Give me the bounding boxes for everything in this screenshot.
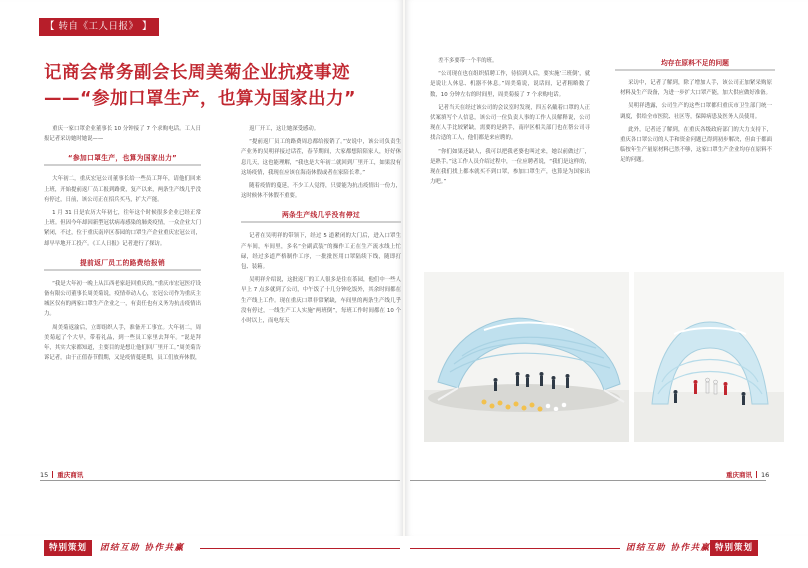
paragraph: 1 月 31 日是农历大年初七，往年这个时候很多企业已经正常上班。但因今年却因新型冠状病毒感染的肺炎疫情，一众企业大门紧闭，不过，位于重庆南岸区茶园的口罩生产企业重庆宏冠公司，却早早地开工投产。《工人日报》记者进行了探访。 <box>44 210 201 247</box>
paragraph: 记者在吴明祥的带领下，经过 5 道紧闭的大门后，进入口罩生产车间，车间里，多名“全副武装”的操作工正在生产流水线上忙碌，经过多道严格制作工序，一批批医用口罩陆续下线，随即打包、装箱。 <box>241 233 401 271</box>
paragraph: “提前返厂员工的路费周总都给报销了。”安说中，该公司负责生产业务的吴明祥接过话茬，春节期间，大家都想陪陪家人，好好休息几天，这也能理解，“我也是大年初二就回到厂里开工，如果没有这场疫情，我现在应该在海南休假或者在家陪长辈。” <box>241 139 401 176</box>
paragraph: 随着疫情的蔓延，不少工人觉得，只要能为抗击疫情出一份力，这时候休不休假不重要。 <box>241 183 401 200</box>
subheading-1: “参加口罩生产，也算为国家出力” <box>44 153 201 166</box>
paragraph: “你们如果还缺人，我可以把我老婆也叫过来，她以前做过厂，是熟手。”这工作人员介绍过程中，一位应聘者说，“我们是这样的，现在我们找上都本就买不到口罩，参加口罩生产，也算是为国家出力吧。” <box>430 148 590 186</box>
paragraph: 周美菊返渝后，立即组织人手，准备开工事宜。大年初二，周美菊起了个大早，带着礼品，到一些员工家里去拜年。“说是拜年，其实大家都知道，主要目的是想让他们回厂里开工。”周美菊告诉记者，由于正值春节假期，又是疫情蔓延期，员工们放弃休假， <box>44 324 201 362</box>
magazine-name: 重庆商讯 <box>57 471 84 479</box>
column-3 <box>430 56 590 256</box>
column-1 <box>44 124 201 464</box>
photo-mask-arch <box>424 272 629 442</box>
page-folio-left <box>40 470 83 479</box>
subheading-2: 提前返厂员工的路费给报销 <box>44 258 201 271</box>
mask-arch-illustration <box>424 272 629 442</box>
paragraph: “我是大年初一晚上从江西老家赶回重庆的。”重庆市宏冠医疗设备有限公司董事长周美菊说，疫情牵动人心，宏冠公司作为重庆主城区仅有的两家口罩生产企业之一，有责任也有义务为抗击疫情出力。 <box>44 280 201 318</box>
column-2 <box>241 124 401 464</box>
page-number: 15 <box>40 471 49 479</box>
page-folio-right <box>726 470 769 479</box>
mask-tent-illustration <box>634 272 784 442</box>
paragraph: 记者当天在经过该公司的会议室时发现，四五名戴着口罩的人正伏案填写个人信息，该公司一位负责人事的工作人员解释说，公司现在人手比较紧缺，需要的是熟手，南岸区相关部门也在帮公司寻找合适的工人，他们都是来应聘的。 <box>430 104 590 142</box>
paragraph: 此外，记者还了解到，在重庆各级政府部门的大力支持下，重庆各口罩公司的人手和资金问题已得到初步解决，但由于都面临按年生产量原材料已然不够，这家口罩生产企业均存在原料不足的问题。 <box>620 126 772 164</box>
paragraph: 返厂开工，这让她深受感动。 <box>249 126 320 132</box>
subheading-4: 均存在原料不足的问题 <box>615 58 775 71</box>
photo-mask-tent <box>634 272 784 442</box>
folio-rule <box>410 480 766 481</box>
article-headline: 记商会常务副会长周美菊企业抗疫事迹——“参加口罩生产，也算为国家出力” <box>44 63 357 109</box>
column-4 <box>620 78 772 258</box>
paragraph: 大年初二，重庆宏冠公司董事长给一些员工拜年，请他们回来上班，开始提前返厂员工报到路费，复产以来，两条生产线几乎没有停过，日前，该公司正在招兵买马，扩大产能。 <box>44 176 201 203</box>
footer-rule-left <box>200 548 400 549</box>
paragraph: “公司现在也在组织招聘工作，待招到人后，要实施‘三班倒’，就是说让人休息、机器不休息。”周美菊说，说话间，记者粗略数了数，10 分钟左右的时间里，周美菊接了 7 个求购电话。 <box>430 71 590 98</box>
slogan-right: 团结互助 协作共赢 <box>626 543 711 553</box>
paragraph: 吴明祥透露，公司生产的这些口罩都归重庆市卫生部门统一调度，供给全市医院、社区等，保障病患及医务人员使用。 <box>620 103 772 120</box>
page-number: 16 <box>761 471 770 479</box>
paragraph: 采访中，记者了解到，除了增加人手，该公司正加紧采购原材料及生产设备，为进一步扩大口罩产能，加大供应做好准备。 <box>620 80 772 97</box>
slogan-left: 团结互助 协作共赢 <box>100 543 185 553</box>
footer-rule-right <box>410 548 620 549</box>
subheading-3: 两条生产线几乎没有停过 <box>241 210 401 223</box>
source-banner: 【 转自《工人日报》 】 <box>39 18 159 36</box>
folio-rule <box>40 480 400 481</box>
feature-tag-right: 特别策划 <box>710 540 758 556</box>
paragraph: 吴明祥介绍说，这批返厂的工人很多是住在茶园，他们中一些人早上 7 点多就到了公司，中午饭了十几分钟吃饭外，其余时间都在生产线上工作。现在重庆口罩非常紧缺，车间里的两条生产线几乎没有停过，一线生产工人实施“两班倒”，每班工作时间都在 10 个小时以上，而电每天 <box>241 277 401 325</box>
left-page <box>0 0 403 536</box>
intro-paragraph: 重庆一家口罩企业董事长 10 分钟接了 7 个求购电话。工人日报记者采访她时她说—— <box>44 126 201 143</box>
feature-tag-left: 特别策划 <box>44 540 92 556</box>
folio-divider <box>52 471 53 478</box>
folio-divider <box>756 471 757 478</box>
magazine-name: 重庆商讯 <box>726 471 752 479</box>
paragraph: 差不多要带一个半的班。 <box>438 58 498 64</box>
